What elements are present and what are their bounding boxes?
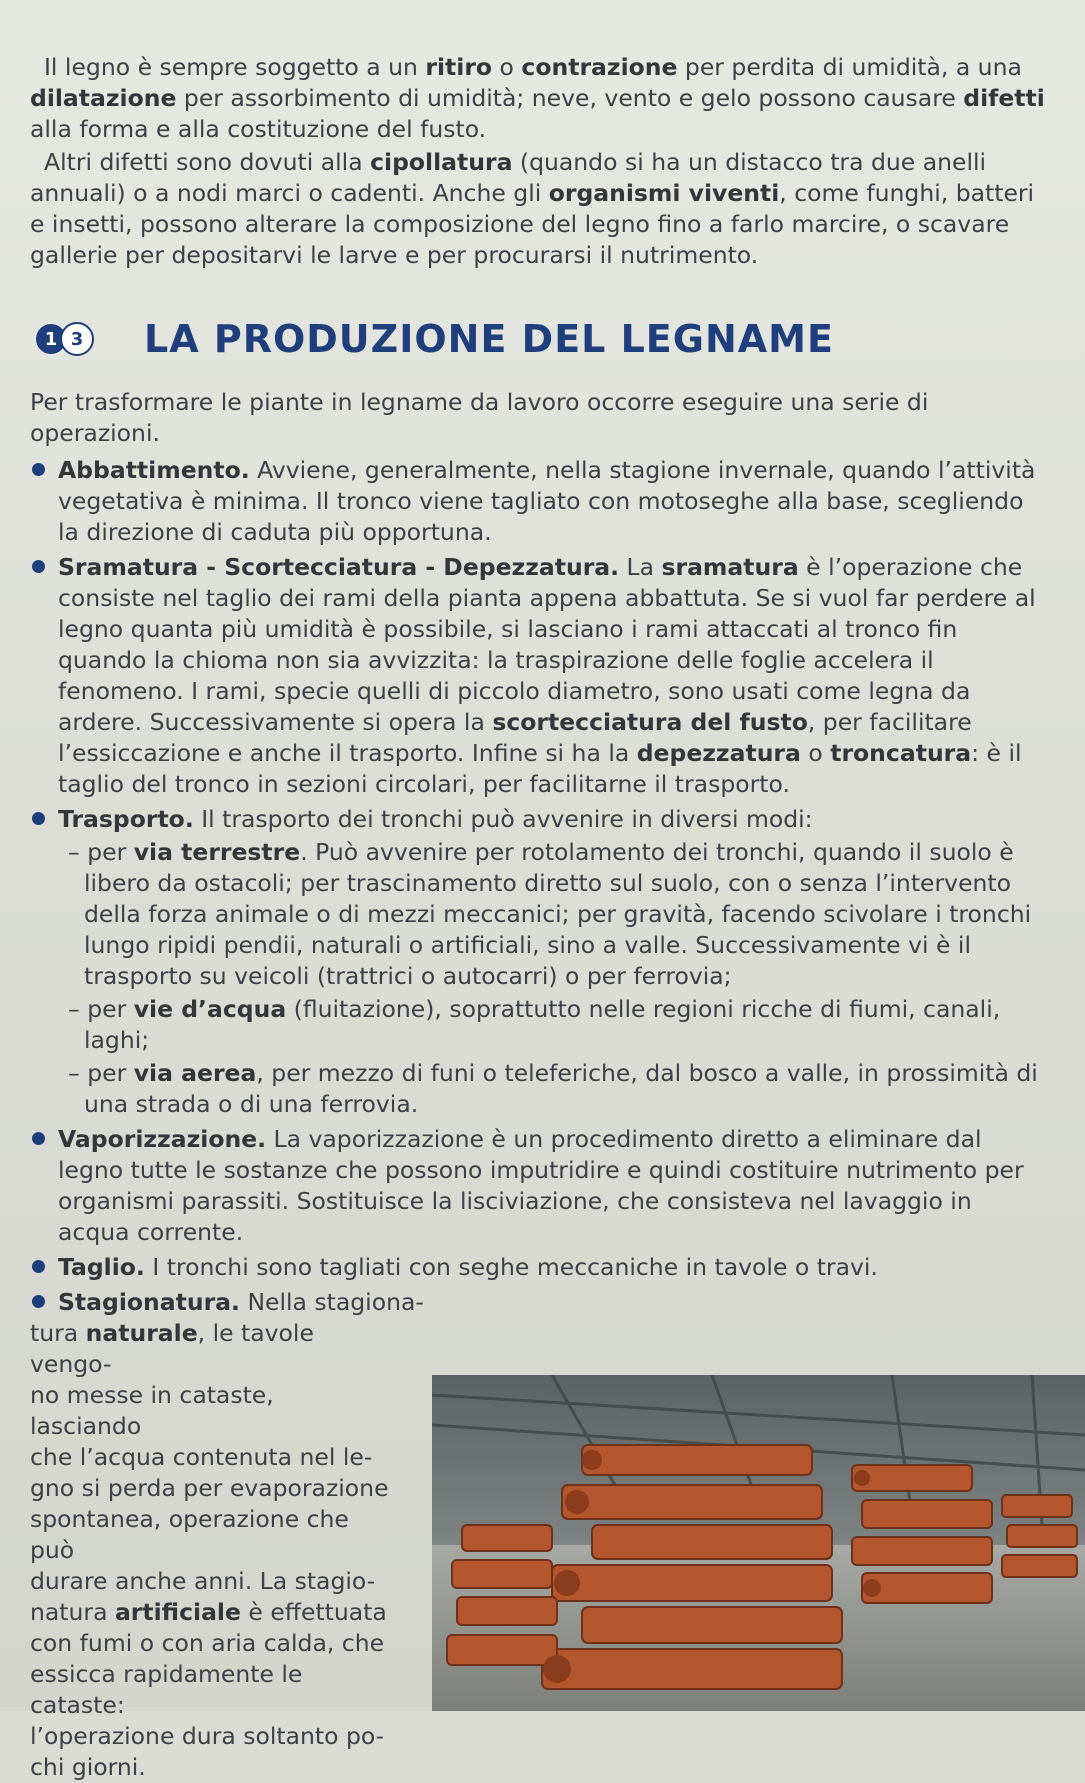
list-item-sramatura — [30, 552, 1050, 800]
list-item-text: Sramatura - Scortecciatura - Depezzatura. La sramatura è l’operazione che consiste nel taglio dei rami della pianta appena abbattuta. Se si vuol far perdere al legno quanta più umidità è possibile, si lasciano i rami attaccati al tronco fin quando la chioma non sia avvizzita: la traspirazione delle foglie accelera il fenomeno. I rami, specie quelli di piccolo diametro, sono usati come legna da ardere. Successivamente si opera la scortecciatura del fusto, per facilitare l’essiccazione e anche il trasporto. Infine si ha la depezzatura o troncatura: è il taglio del tronco in sezioni circolari, per facilitarne il trasporto. — [58, 553, 1036, 798]
bullet-icon — [32, 812, 45, 825]
section-heading — [30, 317, 1050, 361]
bullet-icon — [32, 1132, 45, 1145]
list-item-text: Taglio. I tronchi sono tagliati con seghe meccaniche in tavole o travi. — [58, 1253, 878, 1281]
stagionatura-line: che l’acqua contenuta nel le- — [30, 1443, 373, 1471]
stagionatura-line: essicca rapidamente le cataste: — [30, 1660, 303, 1719]
list-item-trasporto — [30, 804, 1050, 835]
stagionatura-line: gno si perda per evaporazione — [30, 1474, 389, 1502]
transport-via-terrestre: – per via terrestre. Può avvenire per rotolamento dei tronchi, quando il suolo è libero da ostacoli; per trascinamento diretto sul suolo, con o senza l’intervento della forza animale o di mezzi meccanici; per gravità, facendo scivolare i tronchi lungo ripidi pendii, naturali o artificiali, sino a valle. Successivamente vi è il trasporto su veicoli (trattrici o autocarri) o per ferrovia; — [68, 838, 1032, 990]
stagionatura-line: l’operazione dura soltanto po- — [30, 1722, 385, 1750]
list-item-vaporizzazione — [30, 1124, 1050, 1248]
transport-via-aerea: – per via aerea, per mezzo di funi o teleferiche, dal bosco a valle, in prossimità di una strada o di una ferrovia. — [68, 1059, 1038, 1118]
stagionatura-line: durare anche anni. La stagio- — [30, 1567, 376, 1595]
stagionatura-line: tura naturale, le tavole vengo- — [30, 1319, 314, 1378]
section-number-badge — [34, 322, 94, 356]
stagionatura-line: natura artificiale è effettuata — [30, 1598, 387, 1626]
bullet-icon — [32, 560, 45, 573]
section-lead: Per trasformare le piante in legname da lavoro occorre eseguire una serie di operazioni. — [30, 388, 929, 447]
timber-stacks-illustration — [432, 1375, 1085, 1711]
list-item-text: Abbattimento. Avviene, generalmente, nella stagione invernale, quando l’attività vegetativa è minima. Il tronco viene tagliato con motoseghe alla base, scegliendo la direzione di caduta più opportuna. — [58, 456, 1036, 546]
section-badge-chapter: 1 — [34, 322, 68, 356]
bullet-icon — [32, 1260, 45, 1273]
stagionatura-line: no messe in cataste, lasciando — [30, 1381, 274, 1440]
list-item-taglio — [30, 1252, 1050, 1283]
list-item-abbattimento — [30, 455, 1050, 548]
bullet-icon — [32, 1295, 45, 1308]
intro-paragraph-1: Il legno è sempre soggetto a un ritiro o contrazione per perdita di umidità, a una dilatazione per assorbimento di umidità; neve, vento e gelo possono causare difetti alla forma e alla costituzione del fusto. — [30, 53, 1045, 143]
list-item-text: Trasporto. Il trasporto dei tronchi può avvenire in diversi modi: — [58, 805, 813, 833]
stagionatura-text — [30, 1318, 390, 1783]
transport-vie-acqua: – per vie d’acqua (fluitazione), soprattutto nelle regioni ricche di fiumi, canali, laghi; — [68, 995, 1001, 1054]
timber-stacks-photo — [432, 1375, 1085, 1711]
stagionatura-line: chi giorni. — [30, 1753, 146, 1781]
section-title: LA PRODUZIONE DEL LEGNAME — [144, 317, 834, 361]
list-item-stagionatura — [30, 1287, 1050, 1318]
stagionatura-line: spontanea, operazione che può — [30, 1505, 349, 1564]
list-item-text: Stagionatura. Nella stagiona- — [58, 1288, 424, 1316]
list-item-text: Vaporizzazione. La vaporizzazione è un procedimento diretto a eliminare dal legno tutte le sostanze che possono imputridire e quindi costituire nutrimento per organismi parassiti. Sostituisce la lisciviazione, che consisteva nel lavaggio in acqua corrente. — [58, 1125, 1024, 1246]
intro-paragraph-2: Altri difetti sono dovuti alla cipollatura (quando si ha un distacco tra due anelli annuali) o a nodi marci o cadenti. Anche gli organismi viventi, come funghi, batteri e insetti, possono alterare la composizione del legno fino a farlo marcire, o scavare gallerie per depositarvi le larve e per procurarsi il nutrimento. — [30, 148, 1035, 269]
section-badge-number: 3 — [60, 322, 94, 356]
stagionatura-line: con fumi o con aria calda, che — [30, 1629, 385, 1657]
bullet-icon — [32, 463, 45, 476]
